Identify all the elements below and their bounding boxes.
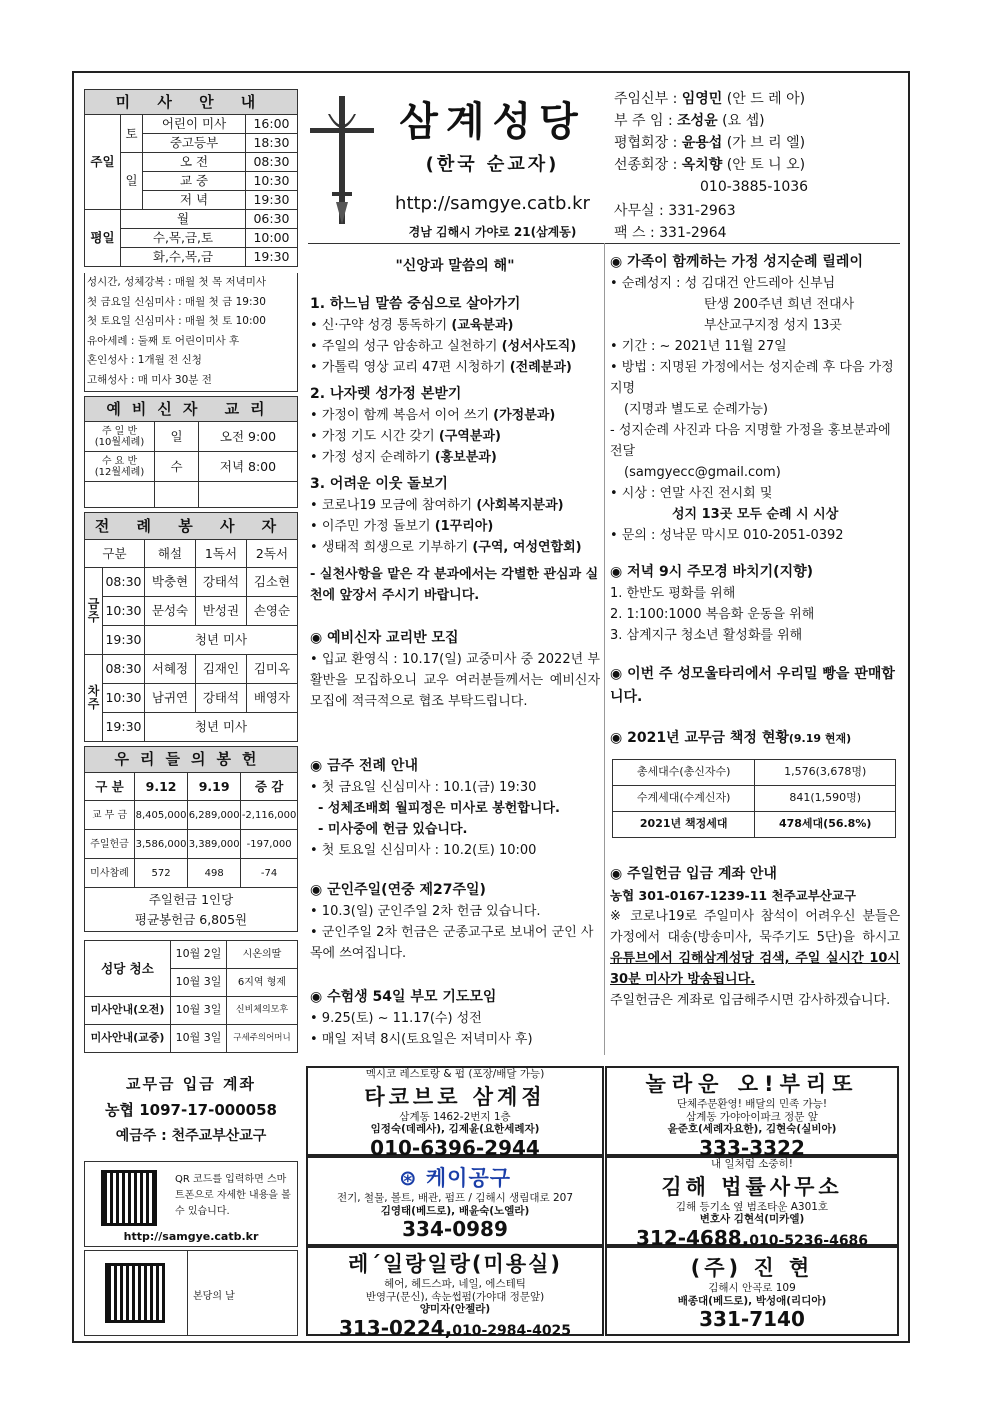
- tithe-table: [612, 759, 896, 838]
- ad-phone: 313-0224,: [338, 1315, 453, 1340]
- ad-burrito: [605, 1066, 899, 1160]
- catechism-table: [84, 396, 298, 508]
- mass-row: 월: [121, 210, 246, 229]
- notice-text: • 입교 환영식 : 10.17(일) 교중미사 중 2022년 부활반을 모집하오니 교우 여러분들께서는 예비신자 모집에 적극적으로 협조 부탁드립니다.: [310, 652, 600, 709]
- offering-cell: 3,389,000: [188, 830, 241, 859]
- liturgy-cell: 08:30: [103, 568, 145, 597]
- tithe-cell: 478세대(56.8%): [755, 812, 896, 838]
- notice-heading: ◉ 가족이 함께하는 가정 성지순례 릴레이: [610, 254, 863, 270]
- account-number: 농협 301-0167-1239-11 천주교부산교구: [610, 888, 857, 903]
- plan-item: • 가정 기도 시간 갖기 (구역분과): [310, 429, 501, 444]
- mass-time: 19:30: [246, 248, 298, 267]
- plan-item: • 가정이 함께 복음서 이어 쓰기 (가정분과): [310, 408, 556, 423]
- pilgrimage-notice: [610, 252, 900, 546]
- notes-box: [84, 273, 298, 392]
- liturgy-cell: 19:30: [103, 626, 145, 655]
- liturgy-cell: 10:30: [103, 597, 145, 626]
- catech-class: 수 요 반: [101, 455, 138, 467]
- ad-salon: [306, 1246, 604, 1340]
- rosary-notice: [610, 562, 900, 646]
- qr-label: 본당의 날: [193, 1291, 235, 1302]
- ad-kgonggu: [306, 1156, 604, 1246]
- ad-tagline: 멕시코 레스토랑 & 펍 (포장/배달 가능): [365, 1068, 545, 1080]
- mass-row: 오 전: [143, 153, 246, 172]
- mass-time: 10:30: [246, 172, 298, 191]
- bank-number: 농협 1097-17-000058: [105, 1101, 277, 1119]
- catech-class: 주 일 반: [101, 425, 138, 437]
- liturgy-cell: 19:30: [103, 713, 145, 742]
- ad-phone-2: 010-5236-4686: [749, 1232, 869, 1249]
- liturgy-head: 1독서: [195, 540, 246, 568]
- mass-row: 중고등부: [143, 134, 246, 153]
- note: 첫 금요일 신심미사 : 매월 첫 금 19:30: [87, 295, 266, 308]
- offering-cell: 교 무 금: [85, 801, 135, 830]
- notice-heading: ◉ 저녁 9시 주모경 바치기(지향): [610, 564, 814, 580]
- mass-row: 수,목,금,토: [121, 229, 246, 248]
- liturgy-cell: 김소현: [246, 568, 297, 597]
- offering-table: [84, 746, 298, 932]
- notice-text: • 시상 : 연말 사진 전시회 및: [610, 486, 773, 501]
- column-divider: [604, 243, 605, 1055]
- ad-name: 케이공구: [425, 1166, 512, 1190]
- notice-text: 탄생 200주년 희년 전대사: [704, 297, 855, 312]
- ad-name: (주) 진 현: [690, 1256, 814, 1280]
- fax-phone: 팩 스 : 331-2964: [614, 225, 727, 241]
- ad-line: 삼계동 가야아이파크 정문 앞: [686, 1110, 818, 1123]
- notice-heading: ◉ 수험생 54일 부모 기도모임: [310, 989, 497, 1005]
- ad-phone: 331-7140: [699, 1307, 805, 1331]
- duty-table: [84, 940, 298, 1053]
- bank-box: [84, 1066, 298, 1156]
- ad-name: 레´일랑일랑(미용실): [348, 1252, 562, 1276]
- liturgy-head: 구분: [85, 540, 145, 568]
- liturgy-cell: 김미옥: [246, 655, 297, 684]
- ad-name: 김해 법률사무소: [661, 1174, 843, 1199]
- ad-tacobro: [306, 1066, 604, 1160]
- staff-phone: 010-3885-1036: [700, 179, 809, 195]
- week-notice: [310, 756, 600, 861]
- liturgy-cell: 손영순: [246, 597, 297, 626]
- notice-text: • 군인주일 2차 헌금은 군종교구로 보내어 군인 사목에 쓰여집니다.: [310, 925, 594, 961]
- kgonggu-logo-icon: ⊛: [398, 1166, 418, 1190]
- catech-time: 저녁 8:00: [199, 452, 298, 482]
- ad-name: 놀라운 오!부리또: [645, 1072, 859, 1096]
- church-subtitle: (한국 순교자): [425, 154, 560, 175]
- plan-item: • 주일의 성구 암송하고 실천하기 (성서사도직): [310, 339, 577, 354]
- avg-line: 평균봉헌금 6,805원: [134, 911, 248, 927]
- liturgy-cell: 강태석: [195, 568, 246, 597]
- next-week-label: 차주: [85, 655, 103, 742]
- notice-text: • 첫 토요일 신심미사 : 10.2(토) 10:00: [310, 843, 537, 858]
- catech-day: 일: [155, 422, 199, 452]
- ad-tagline: 내 일처럼 소중히!: [711, 1158, 793, 1170]
- mass-row: 어린이 미사: [143, 115, 246, 134]
- notice-text: (지명과 별도로 순례가능): [624, 402, 768, 417]
- bank-title: 교무금 입금 계좌: [126, 1075, 256, 1093]
- mass-time: 08:30: [246, 153, 298, 172]
- notice-text: 2. 1:100:1000 복음화 운동을 위해: [610, 607, 815, 622]
- offering-head: 9.12: [135, 773, 188, 801]
- duty-date: 10월 3일: [171, 997, 227, 1025]
- ad-phone: 010-6396-2944: [370, 1135, 540, 1160]
- notice-text: - 성지순례 사진과 다음 지명할 가정을 홍보분과에 전달: [610, 423, 891, 459]
- duty-group: 구세주의어머니: [227, 1025, 298, 1053]
- liturgy-title: 전 례 봉 사 자: [85, 513, 298, 540]
- tithe-heading: ◉ 2021년 교무금 책정 현황(9.19 현재): [610, 730, 852, 746]
- note: 첫 토요일 신심미사 : 매월 첫 토 10:00: [87, 315, 266, 328]
- notice-heading: ◉ 군인주일(연중 제27주일): [310, 882, 486, 898]
- staff-row: 선종회장 : 옥치향 (안 토 니 오): [614, 157, 806, 173]
- duty-label: 성당 청소: [85, 941, 171, 997]
- mass-time: 06:30: [246, 210, 298, 229]
- plan-item: • 신·구약 성경 통독하기 (교육분과): [310, 318, 514, 333]
- notice-text: 3. 삼계지구 청소년 활성화를 위해: [610, 628, 803, 643]
- mass-schedule-table: [84, 89, 298, 267]
- ad-line: 임정숙(데레사), 김제윤(요한세례자): [370, 1123, 540, 1135]
- sun-label: 일: [121, 153, 143, 210]
- church-name: 삼계성당: [399, 99, 586, 145]
- liturgy-cell: 08:30: [103, 655, 145, 684]
- qr-url[interactable]: http://samgye.catb.kr: [123, 1230, 259, 1243]
- notice-text: • 첫 금요일 신심미사 : 10.1(금) 19:30: [310, 780, 537, 795]
- ad-name: 타코브로 삼계점: [364, 1084, 546, 1109]
- notice-text: • 매일 저녁 8시(토요일은 저녁미사 후): [310, 1032, 533, 1047]
- offering-cell: 572: [135, 859, 188, 888]
- staff-row: 주임신부 : 임영민 (안 드 레 아): [614, 91, 806, 107]
- ad-phone: 334-0989: [402, 1217, 508, 1241]
- sat-label: 토: [121, 115, 143, 153]
- offering-cell: 6,289,000: [188, 801, 241, 830]
- year-title: "신앙과 말씀의 해": [395, 258, 515, 274]
- notice-heading: ◉ 주일헌금 입금 계좌 안내: [610, 866, 777, 882]
- offering-cell: 주일헌금: [85, 830, 135, 859]
- notice-text: • 9.25(토) ~ 11.17(수) 성전: [310, 1011, 482, 1026]
- notice-heading: ◉ 예비신자 교리반 모집: [310, 630, 459, 646]
- mass-time: 16:00: [246, 115, 298, 134]
- account-notice: [610, 864, 900, 1011]
- qr-box-2: [84, 1250, 298, 1336]
- notice-text: - 성체조배회 월피정은 미사로 봉헌합니다.: [318, 801, 560, 816]
- offering-cell: 3,586,000: [135, 830, 188, 859]
- notice-text: • 순례성지 : 성 김대건 안드레아 신부님: [610, 276, 836, 291]
- notice-text: (samgyecc@gmail.com): [624, 465, 781, 480]
- notice-text: 1. 한반도 평화를 위해: [610, 586, 736, 601]
- liturgy-cell: 문성숙: [145, 597, 196, 626]
- church-address: 경남 김해시 가야로 21(삼계동): [408, 225, 577, 239]
- notice-text: • 문의 : 성낙문 막시모 010-2051-0392: [610, 528, 844, 543]
- offering-cell: 미사참례: [85, 859, 135, 888]
- offering-cell: 8,405,000: [135, 801, 188, 830]
- ad-line: 배종대(베드로), 박성애(리디아): [677, 1294, 827, 1307]
- liturgy-cell: 박충현: [145, 568, 196, 597]
- tithe-cell: 841(1,590명): [755, 786, 896, 812]
- ad-line: 윤준호(세례자요한), 김현숙(실비아): [667, 1123, 837, 1135]
- note: 고해성사 : 매 미사 30분 전: [87, 373, 212, 386]
- duty-date: 10월 3일: [171, 969, 227, 997]
- ad-line: 전기, 철물, 볼트, 배관, 펌프 / 김해시 생림대로 207: [336, 1192, 574, 1204]
- mass-row: 화,수,목,금: [121, 248, 246, 267]
- liturgy-head: 해설: [145, 540, 196, 568]
- duty-label: 미사안내(오전): [85, 997, 171, 1025]
- qr-text: QR 코드를 입력하면 스마트폰으로 자세한 내용을 볼 수 있습니다.: [175, 1174, 291, 1217]
- notice-text: • 10.3(일) 군인주일 2차 헌금 있습니다.: [310, 904, 541, 919]
- catech-title: 예비신자 교리: [85, 397, 298, 422]
- ad-phone: 312-4688,: [635, 1225, 750, 1250]
- plan-heading: 2. 나자렛 성가정 본받기: [310, 386, 462, 402]
- mass-time: 10:00: [246, 229, 298, 248]
- offering-head: 증 감: [241, 773, 298, 801]
- catech-time: 오전 9:00: [199, 422, 298, 452]
- plan-item: • 가톨릭 영상 교리 47편 시청하기 (전례분과): [310, 360, 572, 375]
- liturgy-cell: 반성권: [195, 597, 246, 626]
- duty-group: 신비체의모후: [227, 997, 298, 1025]
- tithe-cell: 1,576(3,678명): [755, 760, 896, 786]
- liturgy-cell: 강태석: [195, 684, 246, 713]
- ad-line: 삼계동 1462-2번지 1층: [399, 1110, 511, 1123]
- plan-item: • 코로나19 모금에 참여하기 (사회복지분과): [310, 498, 564, 513]
- catech-day: 수: [155, 452, 199, 482]
- liturgy-cell: 서혜정: [145, 655, 196, 684]
- ad-phone: 333-3322: [699, 1135, 805, 1160]
- catech-notice: [310, 628, 600, 712]
- this-week-label: 금주: [85, 568, 103, 655]
- liturgy-cell: 10:30: [103, 684, 145, 713]
- notice-text: • 방법 : 지명된 가정에서는 성지순례 후 다음 가정 지명: [610, 360, 894, 396]
- mass-title: 미 사 안 내: [85, 90, 298, 115]
- staff-row: 평협회장 : 윤용섭 (가 브 리 엘): [614, 135, 806, 151]
- liturgy-cell: 청년 미사: [145, 626, 298, 655]
- ad-line: 헤어, 헤드스파, 네일, 에스테틱: [384, 1278, 526, 1290]
- staff-row: 부 주 임 : 조성윤 (요 셉): [614, 113, 765, 129]
- offering-cell: -2,116,000: [241, 801, 298, 830]
- notice-text: • 기간 : ~ 2021년 11월 27일: [610, 339, 787, 354]
- qr-code-icon[interactable]: [101, 1170, 157, 1226]
- office-phone: 사무실 : 331-2963: [614, 203, 736, 219]
- mass-row: 저 녁: [143, 191, 246, 210]
- note: 혼인성사 : 1개월 전 신청: [87, 354, 202, 367]
- plan-item: • 가정 성지 순례하기 (홍보분과): [310, 450, 497, 465]
- notice-text: 주일헌금은 계좌로 입금해주시면 감사하겠습니다.: [610, 993, 891, 1008]
- bank-owner: 예금주 : 천주교부산교구: [115, 1128, 267, 1144]
- mass-row: 교 중: [143, 172, 246, 191]
- duty-group: 시온의딸: [227, 941, 298, 969]
- notice-text: ※ 코로나19로 주일미사 참석이 어려우신 분들은 가정에서 대송(방송미사, 묵주기도 5단)을 하시고: [610, 909, 900, 945]
- offering-title: 우리들의봉헌: [85, 747, 298, 773]
- bread-notice: ◉ 이번 주 성모울타리에서 우리밀 빵을 판매합니다.: [610, 666, 895, 705]
- weekday-label: 평일: [85, 210, 121, 267]
- duty-date: 10월 2일: [171, 941, 227, 969]
- duty-date: 10월 3일: [171, 1025, 227, 1053]
- catech-class-sub: (10월세례): [94, 436, 145, 448]
- ad-line: 단체주문환영! 배달의 민족 가능!: [676, 1098, 828, 1110]
- mass-time: 18:30: [246, 134, 298, 153]
- ad-line: 김해 등기소 옆 범조타운 A301호: [675, 1200, 829, 1213]
- duty-label: 미사안내(교중): [85, 1025, 171, 1053]
- note: 유아세례 : 둘째 토 어린이미사 후: [87, 334, 240, 347]
- plan-list: [310, 294, 600, 606]
- cross-logo-icon: [308, 92, 376, 230]
- liturgy-cell: 남귀연: [145, 684, 196, 713]
- sunday-label: 주일: [85, 115, 121, 210]
- duty-group: 6지역 형제: [227, 969, 298, 997]
- ad-law: [605, 1156, 899, 1250]
- tithe-cell: 2021년 책정세대: [613, 812, 755, 838]
- ad-line: 반영구(문신), 속눈썹펌(가야대 정문앞): [365, 1290, 545, 1303]
- church-url[interactable]: http://samgye.catb.kr: [395, 193, 590, 214]
- plan-item: • 이주민 가정 돌보기 (1꾸리아): [310, 519, 494, 534]
- tithe-cell: 총세대수(총신자수): [613, 760, 755, 786]
- liturgy-cell: 청년 미사: [145, 713, 298, 742]
- ad-line: 김해시 안곡로 109: [708, 1282, 796, 1294]
- plan-item: • 생태적 희생으로 기부하기 (구역, 여성연합회): [310, 540, 582, 555]
- qr-code-icon[interactable]: [105, 1263, 165, 1323]
- liturgy-cell: 배영자: [246, 684, 297, 713]
- notice-text: 부산교구지정 성지 13곳: [704, 318, 842, 333]
- ad-line: 양미자(안젤라): [419, 1303, 491, 1315]
- exam-notice: [310, 987, 600, 1050]
- plan-heading: 1. 하느님 말씀 중심으로 살아가기: [310, 296, 521, 312]
- notice-text: - 미사중에 헌금 있습니다.: [318, 822, 468, 837]
- ad-line: 김영태(베드로), 배윤숙(노엘라): [380, 1204, 530, 1217]
- liturgy-table: [84, 512, 298, 742]
- tithe-cell: 수계세대(수계신자): [613, 786, 755, 812]
- plan-heading: 3. 어려운 이웃 돌보기: [310, 476, 448, 492]
- mass-time: 19:30: [246, 191, 298, 210]
- military-notice: [310, 880, 600, 964]
- avg-line: 주일헌금 1인당: [148, 891, 234, 907]
- liturgy-cell: 김재인: [195, 655, 246, 684]
- notice-text: 성지 13곳 모두 순례 시 시상: [672, 507, 839, 522]
- offering-head: 구 분: [85, 773, 135, 801]
- staff-list: [614, 88, 808, 244]
- catech-class-sub: (12월세례): [94, 466, 145, 478]
- offering-cell: 498: [188, 859, 241, 888]
- ad-jinhyun: [605, 1246, 899, 1336]
- note: 성시간, 성체강복 : 매월 첫 목 저녁미사: [87, 276, 267, 288]
- liturgy-head: 2독서: [246, 540, 297, 568]
- offering-cell: -197,000: [241, 830, 298, 859]
- ad-line: 변호사 김현석(미카엘): [699, 1213, 805, 1225]
- offering-cell: -74: [241, 859, 298, 888]
- ad-phone-2: 010-2984-4025: [452, 1322, 572, 1339]
- notice-heading: ◉ 금주 전례 안내: [310, 758, 418, 774]
- plan-note: - 실천사항을 맡은 각 분과에서는 각별한 관심과 실천에 앞장서 주시기 바랍니다.: [310, 567, 599, 603]
- notice-text: 유튜브에서 김해삼계성당 검색, 주일 실시간 10시30분 미사가 방송됩니다.: [610, 951, 900, 987]
- offering-head: 9.19: [188, 773, 241, 801]
- qr-box: [84, 1161, 298, 1247]
